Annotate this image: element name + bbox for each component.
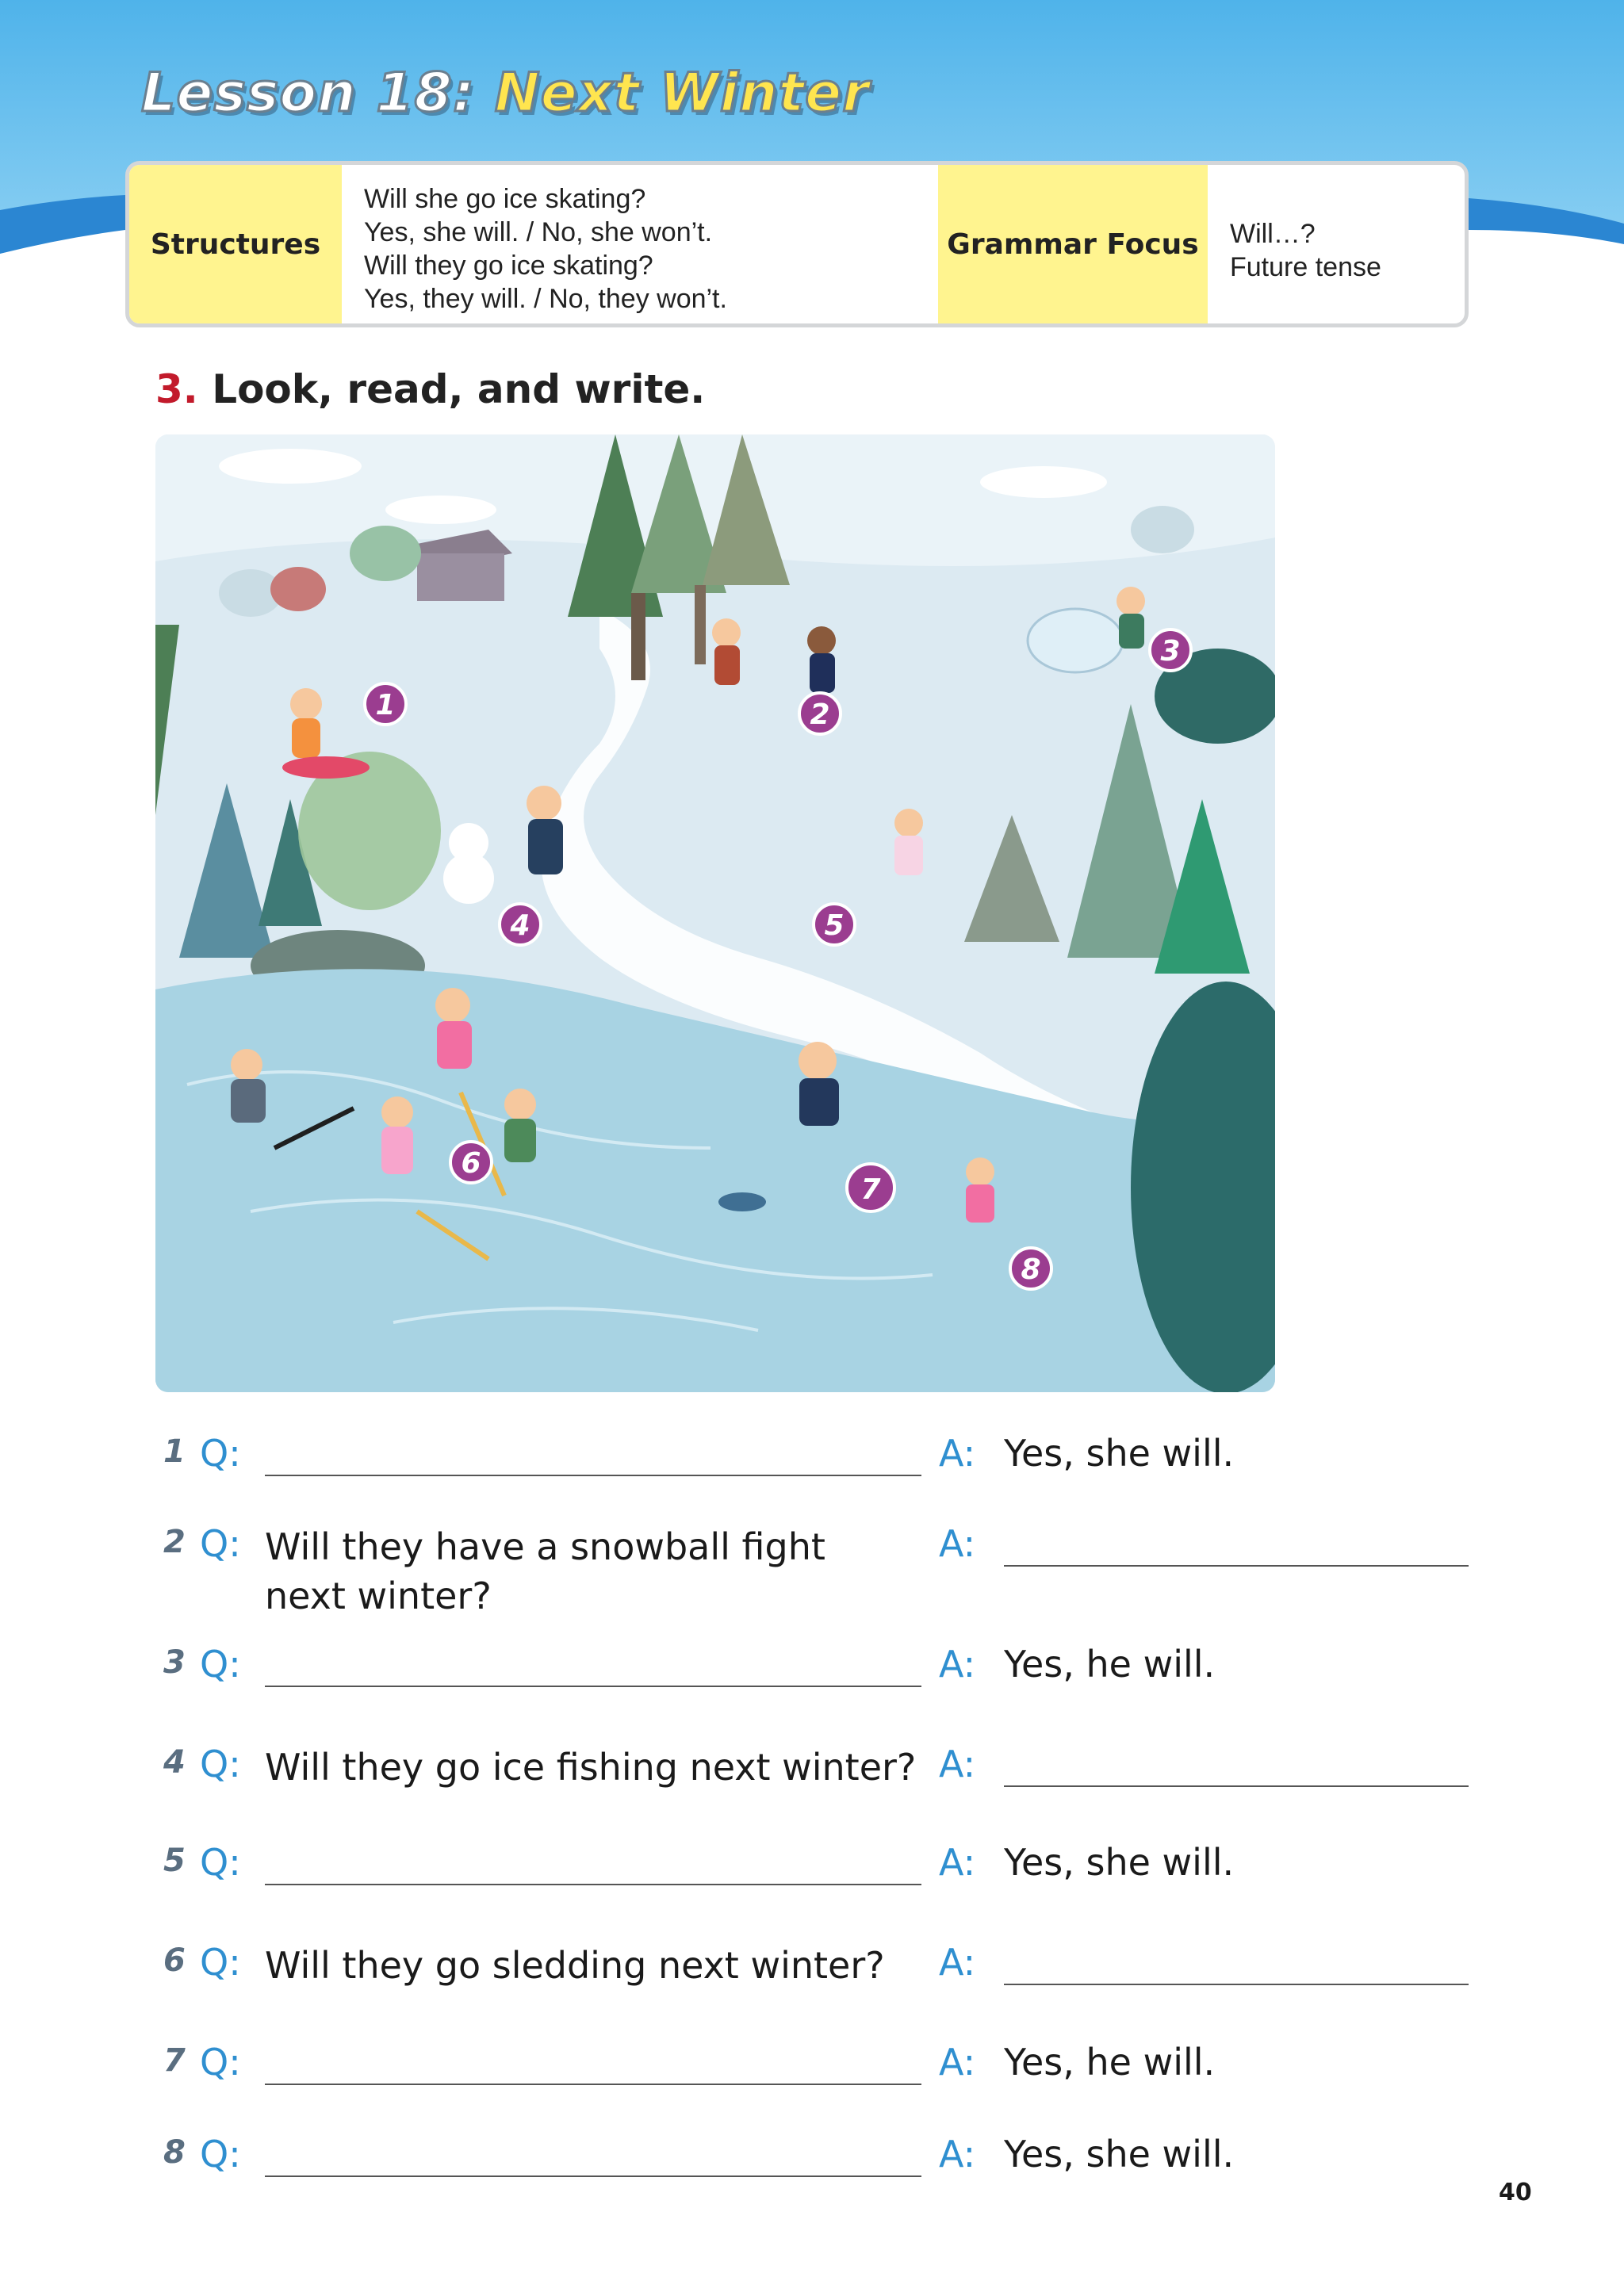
lesson-prefix: Lesson 18:	[141, 62, 476, 124]
a-label: A:	[939, 2041, 976, 2084]
grammar-line: Future tense	[1230, 252, 1381, 282]
marker-2	[799, 693, 841, 734]
question-blank[interactable]	[265, 2175, 921, 2177]
answer-blank[interactable]	[1004, 1984, 1469, 1985]
question-row-7	[0, 2038, 1624, 2133]
question-number: 7	[163, 2042, 186, 2079]
marker-label: 6	[461, 1147, 481, 1180]
question-row-3	[0, 1640, 1624, 1735]
a-label: A:	[939, 1941, 976, 1984]
answer-text: Yes, she will.	[1004, 1432, 1235, 1475]
page-number: 40	[1499, 2179, 1532, 2206]
answer-text: Yes, he will.	[1004, 1643, 1216, 1686]
question-text: Will they have a snowball fight next winter?	[265, 1525, 825, 1617]
q-label: Q:	[200, 1522, 241, 1565]
grammar-focus-text	[1208, 165, 1465, 323]
question-row-2	[0, 1519, 1624, 1638]
question-number: 8	[163, 2134, 186, 2171]
q-label: Q:	[200, 1743, 241, 1785]
question-row-4	[0, 1739, 1624, 1835]
structures-label: Structures	[129, 165, 342, 323]
question-text: Will they go ice fishing next winter?	[265, 1746, 917, 1789]
structure-line: Yes, they will. / No, they won’t.	[364, 284, 727, 314]
structure-line: Yes, she will. / No, she won’t.	[364, 217, 713, 247]
question-number: 1	[163, 1433, 186, 1470]
answer-blank[interactable]	[1004, 1785, 1469, 1787]
q-label: Q:	[200, 1941, 241, 1984]
marker-4	[500, 904, 541, 945]
a-label: A:	[939, 2133, 976, 2175]
structures-box	[125, 161, 1469, 327]
marker-label: 5	[824, 909, 845, 942]
marker-1	[365, 683, 406, 725]
question-text: Will they go sledding next winter?	[265, 1944, 885, 1987]
marker-5	[814, 904, 855, 945]
question-row-6	[0, 1938, 1624, 2033]
grammar-line: Will…?	[1230, 219, 1316, 249]
question-row-8	[0, 2130, 1624, 2225]
answer-text: Yes, he will.	[1004, 2041, 1216, 2084]
question-blank[interactable]	[265, 1475, 921, 1476]
marker-6	[450, 1142, 492, 1183]
structures-text	[342, 165, 938, 323]
grammar-focus-label: Grammar Focus	[938, 165, 1208, 323]
question-blank[interactable]	[265, 2084, 921, 2085]
marker-7	[847, 1164, 894, 1211]
question-number: 3	[163, 1644, 186, 1681]
activity-heading	[155, 366, 705, 412]
structure-line: Will she go ice skating?	[364, 184, 646, 214]
answer-blank[interactable]	[1004, 1565, 1469, 1567]
a-label: A:	[939, 1522, 976, 1565]
activity-number: 3.	[155, 366, 198, 412]
question-number: 2	[163, 1524, 186, 1560]
a-label: A:	[939, 1841, 976, 1884]
marker-label: 3	[1160, 635, 1181, 668]
answer-text: Yes, she will.	[1004, 1841, 1235, 1884]
q-label: Q:	[200, 1432, 241, 1475]
activity-instruction: Look, read, and write.	[212, 366, 706, 412]
marker-label: 8	[1021, 1253, 1041, 1286]
q-label: Q:	[200, 1841, 241, 1884]
winter-scene-illustration	[155, 434, 1275, 1392]
a-label: A:	[939, 1643, 976, 1686]
question-row-1	[0, 1429, 1624, 1524]
q-label: Q:	[200, 1643, 241, 1686]
question-row-5	[0, 1838, 1624, 1933]
q-label: Q:	[200, 2041, 241, 2084]
marker-label: 2	[810, 698, 830, 731]
q-label: Q:	[200, 2133, 241, 2175]
answer-text: Yes, she will.	[1004, 2133, 1235, 2175]
marker-label: 4	[510, 909, 530, 942]
question-number: 4	[163, 1744, 186, 1781]
lesson-topic: Next Winter	[494, 62, 870, 124]
marker-3	[1150, 629, 1191, 671]
marker-8	[1010, 1248, 1051, 1289]
lesson-title	[141, 62, 870, 124]
question-blank[interactable]	[265, 1686, 921, 1687]
marker-label: 7	[860, 1173, 881, 1206]
a-label: A:	[939, 1743, 976, 1785]
question-number: 6	[163, 1942, 186, 1979]
structure-line: Will they go ice skating?	[364, 251, 653, 281]
a-label: A:	[939, 1432, 976, 1475]
marker-label: 1	[375, 689, 396, 721]
question-number: 5	[163, 1843, 186, 1879]
question-blank[interactable]	[265, 1884, 921, 1885]
